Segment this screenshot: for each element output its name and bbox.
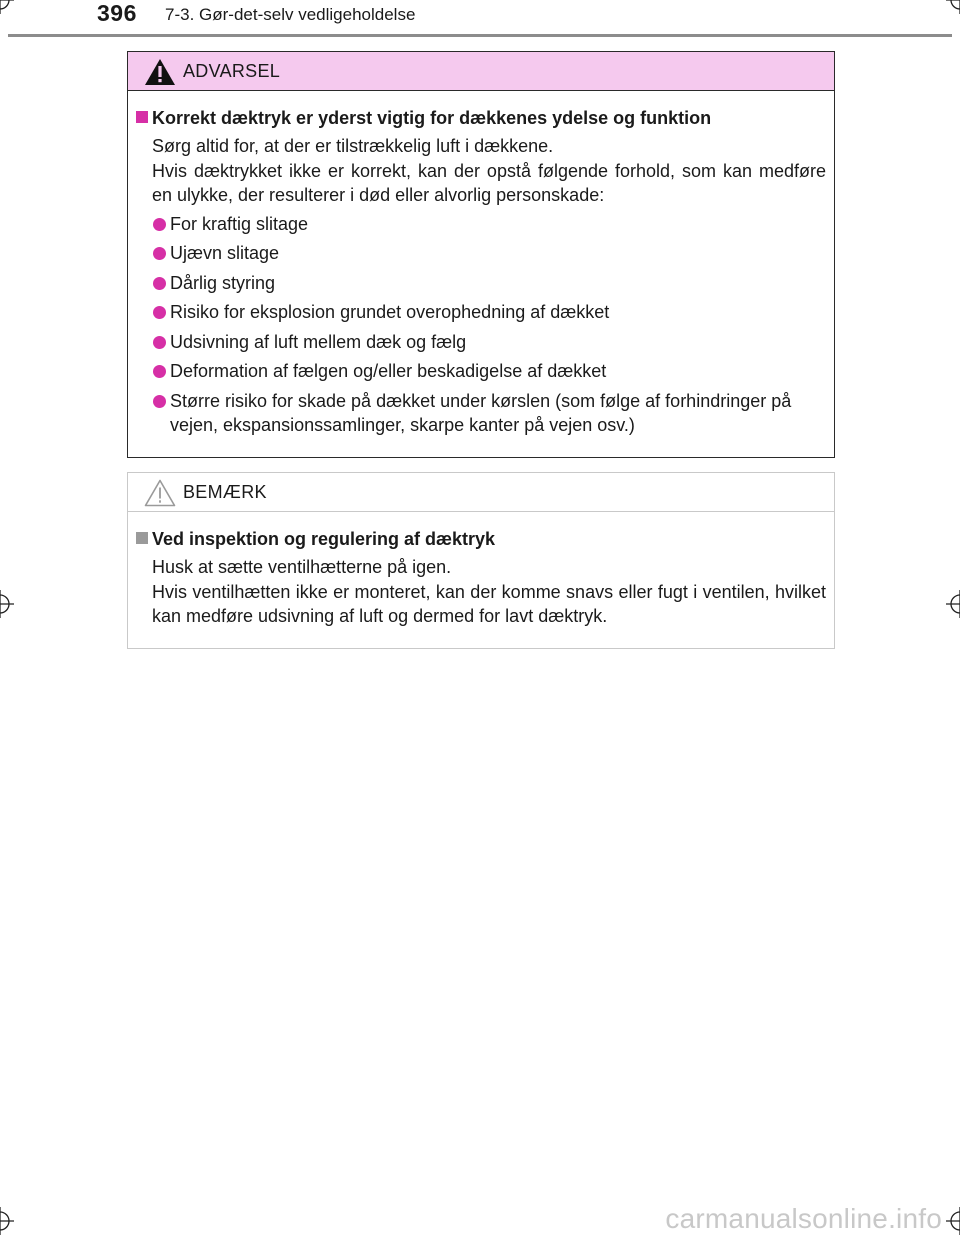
list-item-text: Deformation af fælgen og/eller beskadigelse af dækket	[170, 361, 607, 381]
list-item	[136, 389, 826, 438]
warning-triangle-icon	[143, 57, 177, 87]
note-heading-text: Ved inspektion og regulering af dæktryk	[152, 529, 496, 549]
list-item-text: Udsivning af luft mellem dæk og fælg	[170, 331, 467, 352]
bullet-dot-icon	[153, 336, 166, 349]
bullet-dot-icon	[153, 365, 166, 378]
list-item	[136, 330, 826, 355]
registration-mark-icon	[0, 1207, 14, 1235]
warning-box-body	[128, 91, 834, 438]
square-bullet-icon	[136, 111, 148, 123]
watermark-text: carmanualsonline.info	[665, 1203, 942, 1234]
section-title: 7-3. Gør-det-selv vedligeholdelse	[165, 5, 416, 24]
caution-triangle-outline-icon	[143, 478, 177, 508]
warning-paragraph: Sørg altid for, at der er tilstrækkelig luft i dækkene.	[152, 136, 554, 156]
note-label: BEMÆRK	[183, 482, 267, 502]
list-item	[136, 359, 826, 384]
warning-box	[127, 51, 835, 458]
registration-mark-icon	[0, 0, 14, 14]
note-heading	[136, 526, 826, 552]
warning-bullet-list	[136, 212, 826, 438]
list-item-text: Ujævn slitage	[170, 243, 280, 263]
warning-paragraph: Hvis dæktrykket ikke er korrekt, kan der opstå følgende forhold, som kan medføre en ulykke, der resulterer i død eller alvorlig personskade:	[152, 160, 826, 205]
bullet-dot-icon	[153, 395, 166, 408]
list-item-text: Dårlig styring	[170, 272, 276, 293]
header-rule	[8, 34, 952, 37]
warning-box-header	[128, 52, 834, 91]
list-item	[136, 212, 826, 237]
list-item-text: For kraftig slitage	[170, 213, 309, 234]
warning-label: ADVARSEL	[183, 61, 281, 81]
registration-mark-icon	[946, 0, 960, 14]
registration-mark-icon	[0, 590, 14, 618]
list-item-text: Større risiko for skade på dækket under kørslen (som følge af forhindringer på vejen, ekspansionssamlinger, skarpe kanter på vejen osv.)	[170, 390, 792, 435]
note-box-header	[128, 473, 834, 512]
note-paragraph: Husk at sætte ventilhætterne på igen.	[152, 557, 452, 577]
note-box-body	[128, 512, 834, 629]
warning-heading	[136, 105, 826, 131]
list-item	[136, 241, 826, 266]
bullet-dot-icon	[153, 306, 166, 319]
page-number: 396	[97, 0, 137, 26]
bullet-dot-icon	[153, 218, 166, 231]
note-box	[127, 472, 835, 649]
bullet-dot-icon	[153, 277, 166, 290]
bullet-dot-icon	[153, 247, 166, 260]
registration-mark-icon	[946, 1207, 960, 1235]
warning-heading-text: Korrekt dæktryk er yderst vigtig for dækkenes ydelse og funktion	[152, 108, 712, 128]
list-item	[136, 300, 826, 325]
list-item-text: Risiko for eksplosion grundet overophedning af dækket	[170, 302, 610, 322]
square-bullet-icon	[136, 532, 148, 544]
registration-mark-icon	[946, 590, 960, 618]
note-paragraph: Hvis ventilhætten ikke er monteret, kan der komme snavs eller fugt i ventilen, hvilket kan medføre udsivning af luft og dermed for lavt dæktryk.	[152, 581, 826, 626]
list-item	[136, 271, 826, 296]
